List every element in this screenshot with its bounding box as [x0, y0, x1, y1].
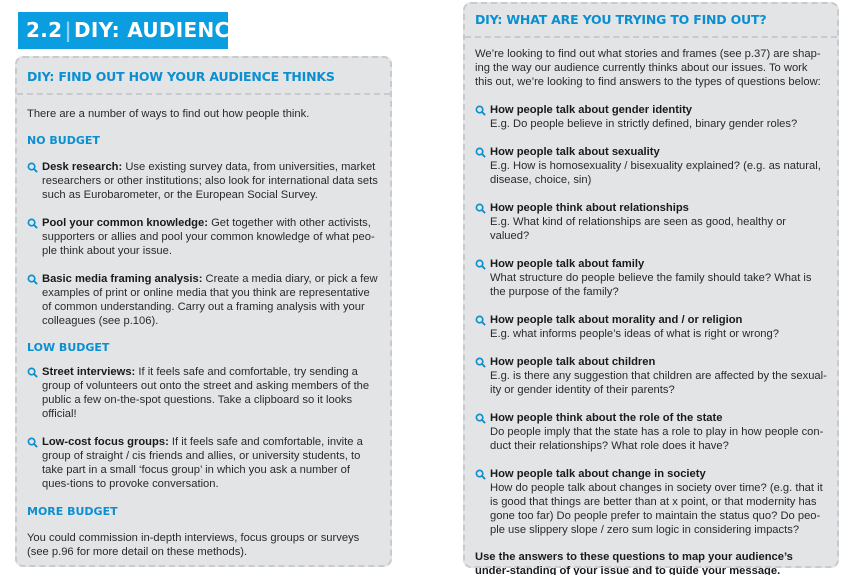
item-term: Pool your common knowledge: [42, 217, 208, 229]
question-title: How people talk about gender identity [490, 104, 693, 116]
left-heading-divider [17, 93, 390, 95]
item-text: If it feels safe and comfortable, invite a group of straight / cis friends and allies, or university students, to take part in a small ‘focus group’ in which you ask a number of ques-tions to provoke conversation. [42, 436, 363, 490]
section-number: 2.2 [26, 18, 63, 42]
more-budget-label: MORE BUDGET [27, 505, 118, 518]
questions-panel [463, 2, 839, 575]
question-text: E.g. what informs people’s ideas of what is right or wrong? [490, 328, 779, 340]
search-icon [475, 147, 486, 158]
list-item [475, 411, 827, 453]
question-title: How people think about the role of the state [490, 412, 723, 424]
list-item [27, 160, 380, 202]
find-out-panel [15, 56, 392, 567]
low-budget-label: LOW BUDGET [27, 341, 110, 354]
left-heading: DIY: FIND OUT HOW YOUR AUDIENCE THINKS [27, 69, 335, 84]
search-icon [475, 413, 486, 424]
search-icon [27, 367, 38, 378]
search-icon [475, 105, 486, 116]
search-icon [475, 259, 486, 270]
search-icon [475, 357, 486, 368]
list-item [475, 313, 827, 341]
no-budget-label: NO BUDGET [27, 134, 100, 147]
conclusion-text: Use the answers to these questions to map your audience’s under-standing of your issue and to guide your message. [475, 551, 793, 575]
question-text: E.g. is there any suggestion that children are affected by the sexual-ity or gender identity of their parents? [490, 370, 827, 396]
question-text: E.g. What kind of relationships are seen as good, healthy or valued? [490, 216, 787, 242]
question-text: What structure do people believe the family should take? What is the purpose of the family? [490, 272, 812, 298]
list-item [475, 201, 827, 243]
question-title: How people talk about morality and / or religion [490, 314, 743, 326]
item-term: Low-cost focus groups: [42, 436, 169, 448]
item-text: Create a media diary, or pick a few examples of print or online media that you think are representative of common understanding. Carry out a framing analysis with your colleagues (see p.106). [42, 273, 378, 327]
list-item [27, 365, 380, 421]
item-term: Basic media framing analysis: [42, 273, 203, 285]
right-heading-divider [465, 36, 837, 38]
question-title: How people talk about sexuality [490, 146, 660, 158]
list-item [475, 257, 827, 299]
item-text: Use existing survey data, from universities, market researchers or other institutions; also look for international data sets such as Eurobarometer, or the European Social Survey. [42, 161, 378, 201]
list-item [475, 355, 827, 397]
search-icon [475, 469, 486, 480]
item-term: Street interviews: [42, 366, 136, 378]
question-text: Do people imply that the state has a role to play in how people con-duct their relationships? What role does it have? [490, 426, 824, 452]
list-item [27, 272, 380, 328]
more-budget-text: You could commission in-depth interviews, focus groups or surveys (see p.96 for more detail on these methods). [27, 532, 360, 558]
question-title: How people talk about family [490, 258, 645, 270]
question-title: How people talk about change in society [490, 468, 706, 480]
list-item [475, 145, 827, 187]
list-item [475, 467, 827, 537]
page-title [18, 12, 244, 49]
search-icon [27, 437, 38, 448]
question-text: E.g. Do people believe in strictly defined, binary gender roles? [490, 118, 798, 130]
right-intro: We’re looking to find out what stories and frames (see p.37) are shap-ing the way our audience currently thinks about our issues. To work this out, we’re looking to find answers to the types of questions below: [475, 48, 821, 88]
right-heading: DIY: WHAT ARE YOU TRYING TO FIND OUT? [475, 12, 767, 27]
section-title: DIY: AUDIENCE [73, 18, 244, 42]
question-title: How people talk about children [490, 356, 656, 368]
search-icon [475, 315, 486, 326]
search-icon [475, 203, 486, 214]
question-text: How do people talk about changes in society over time? (e.g. that it is good that things are better than at x point, or that modernity has gone too far) Do people prefer to maintain the status quo? Do peo-ple use slippery slope / zero sum logic in considering impacts? [490, 482, 823, 536]
item-text: Get together with other activists, supporters or allies and pool your common knowledge of what peo-ple think about your issue. [42, 217, 375, 257]
item-text: If it feels safe and comfortable, try sending a group of volunteers out onto the street and asking members of the public a few on-the-spot questions. Take a clipboard so it looks official! [42, 366, 370, 420]
question-text: E.g. How is homosexuality / bisexuality explained? (e.g. as natural, disease, choice, sin) [490, 160, 821, 186]
list-item [27, 435, 380, 491]
search-icon [27, 218, 38, 229]
title-separator: | [64, 18, 72, 42]
left-intro: There are a number of ways to find out how people think. [27, 108, 310, 120]
search-icon [27, 274, 38, 285]
search-icon [27, 162, 38, 173]
list-item [27, 216, 380, 258]
list-item [475, 103, 827, 131]
item-term: Desk research: [42, 161, 123, 173]
question-title: How people think about relationships [490, 202, 689, 214]
